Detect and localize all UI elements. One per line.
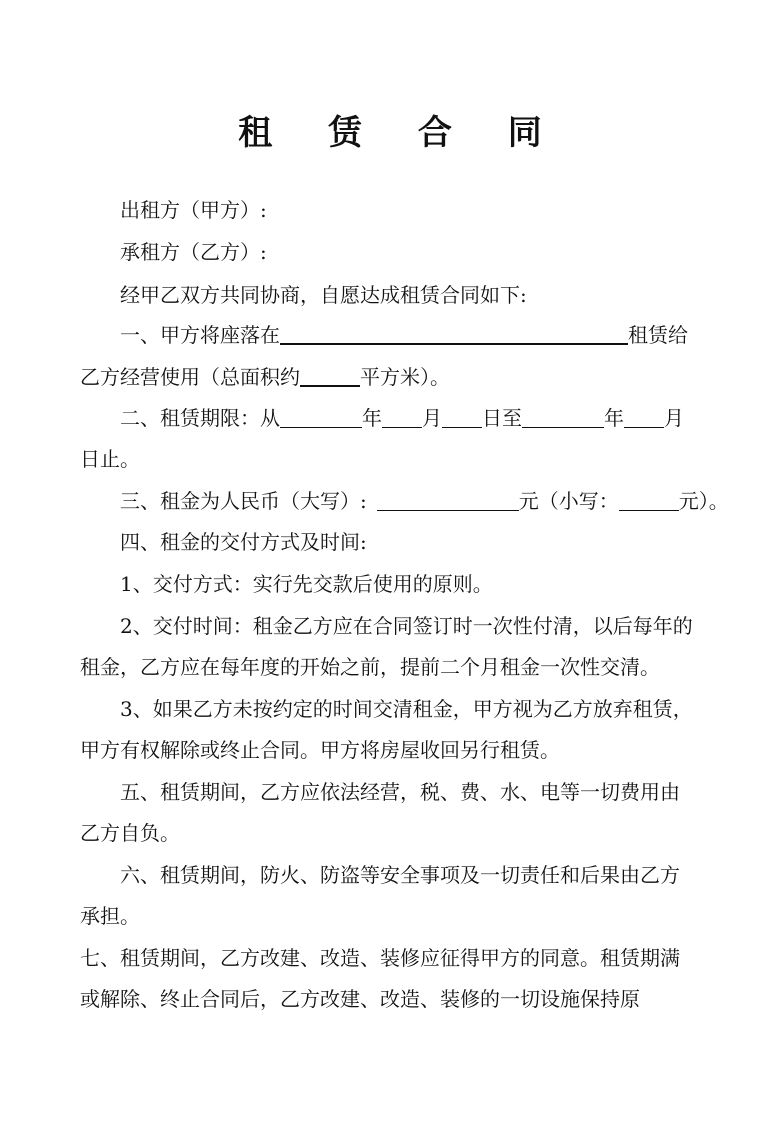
end-month-blank[interactable] bbox=[624, 407, 664, 428]
intro-text: 经甲乙双方共同协商，自愿达成租赁合同如下: bbox=[120, 283, 527, 307]
clause-4-line bbox=[80, 527, 740, 557]
clause-7-text-a: 七、租赁期间，乙方改建、改造、装修应征得甲方的同意。租赁期满 bbox=[80, 946, 680, 970]
clause-3-text-a: 三、租金为人民币（大写）: bbox=[120, 489, 367, 513]
clause-5-line-2 bbox=[80, 818, 700, 848]
clause-7-line-2 bbox=[80, 984, 700, 1014]
clause-6-text-b: 承担。 bbox=[80, 904, 140, 928]
clause-4-text: 四、租金的交付方式及时间: bbox=[120, 530, 367, 554]
end-year-blank[interactable] bbox=[522, 407, 604, 428]
clause-2-month-2: 月 bbox=[664, 406, 684, 430]
clause-1-text-c: 乙方经营使用（总面积约 bbox=[80, 365, 300, 389]
lessee-line bbox=[80, 237, 740, 267]
clause-4-3-line-1 bbox=[80, 694, 740, 724]
clause-1-text-b: 租赁给 bbox=[628, 323, 688, 347]
intro-line bbox=[80, 280, 740, 310]
location-blank[interactable] bbox=[280, 323, 628, 345]
clause-4-3-text-b: 甲方有权解除或终止合同。甲方将房屋收回另行租赁。 bbox=[80, 738, 560, 762]
clause-4-1-text: 1、交付方式：实行先交款后使用的原则。 bbox=[120, 572, 493, 596]
clause-2-year-2: 年 bbox=[604, 406, 624, 430]
clause-6-line-1 bbox=[80, 860, 740, 890]
document-title: 租 赁 合 同 bbox=[238, 113, 564, 153]
clause-1-text-a: 一、甲方将座落在 bbox=[120, 323, 280, 347]
clause-2-day-to: 日至 bbox=[482, 406, 522, 430]
start-year-blank[interactable] bbox=[280, 407, 362, 428]
clause-2-year-1: 年 bbox=[362, 406, 382, 430]
clause-4-2-line-1 bbox=[80, 611, 740, 641]
lessee-label: 承租方（乙方）: bbox=[120, 240, 267, 264]
clause-1-line-2 bbox=[80, 362, 700, 392]
clause-4-1-line bbox=[80, 569, 740, 599]
clause-2-month-1: 月 bbox=[422, 406, 442, 430]
clause-4-2-text-b: 租金，乙方应在每年度的开始之前，提前二个月租金一次性交清。 bbox=[80, 655, 660, 679]
clause-4-3-text-a: 3、如果乙方未按约定的时间交清租金，甲方视为乙方放弃租赁， bbox=[120, 697, 693, 721]
clause-3-line bbox=[80, 486, 740, 516]
clause-5-line-1 bbox=[80, 777, 740, 807]
clause-3-text-b: 元（小写： bbox=[518, 489, 619, 513]
clause-1-text-d: 平方米）。 bbox=[360, 365, 450, 389]
area-blank[interactable] bbox=[300, 365, 360, 387]
clause-4-2-line-2 bbox=[80, 652, 700, 682]
amount-figures-blank[interactable] bbox=[619, 490, 679, 511]
clause-2-line-2 bbox=[80, 444, 700, 474]
clause-5-text-a: 五、租赁期间，乙方应依法经营，税、费、水、电等一切费用由 bbox=[120, 780, 680, 804]
clause-7-text-b: 或解除、终止合同后，乙方改建、改造、装修的一切设施保持原 bbox=[80, 987, 640, 1011]
clause-1-line-1 bbox=[80, 320, 740, 350]
lessor-label: 出租方（甲方）: bbox=[120, 198, 267, 222]
clause-6-line-2 bbox=[80, 901, 700, 931]
lessor-line bbox=[80, 195, 740, 225]
start-month-blank[interactable] bbox=[382, 407, 422, 428]
clause-5-text-b: 乙方自负。 bbox=[80, 821, 180, 845]
clause-6-text-a: 六、租赁期间，防火、防盗等安全事项及一切责任和后果由乙方 bbox=[120, 863, 680, 887]
clause-2-end: 日止。 bbox=[80, 447, 140, 471]
clause-3-text-c: 元）。 bbox=[678, 489, 729, 513]
start-day-blank[interactable] bbox=[442, 407, 482, 428]
clause-2-line-1 bbox=[80, 403, 740, 433]
clause-4-3-line-2 bbox=[80, 735, 700, 765]
amount-words-blank[interactable] bbox=[377, 490, 519, 511]
clause-2-text-a: 二、租赁期限：从 bbox=[120, 406, 280, 430]
clause-7-line-1 bbox=[80, 943, 700, 973]
clause-4-2-text-a: 2、交付时间：租金乙方应在合同签订时一次性付清，以后每年的 bbox=[120, 614, 693, 638]
